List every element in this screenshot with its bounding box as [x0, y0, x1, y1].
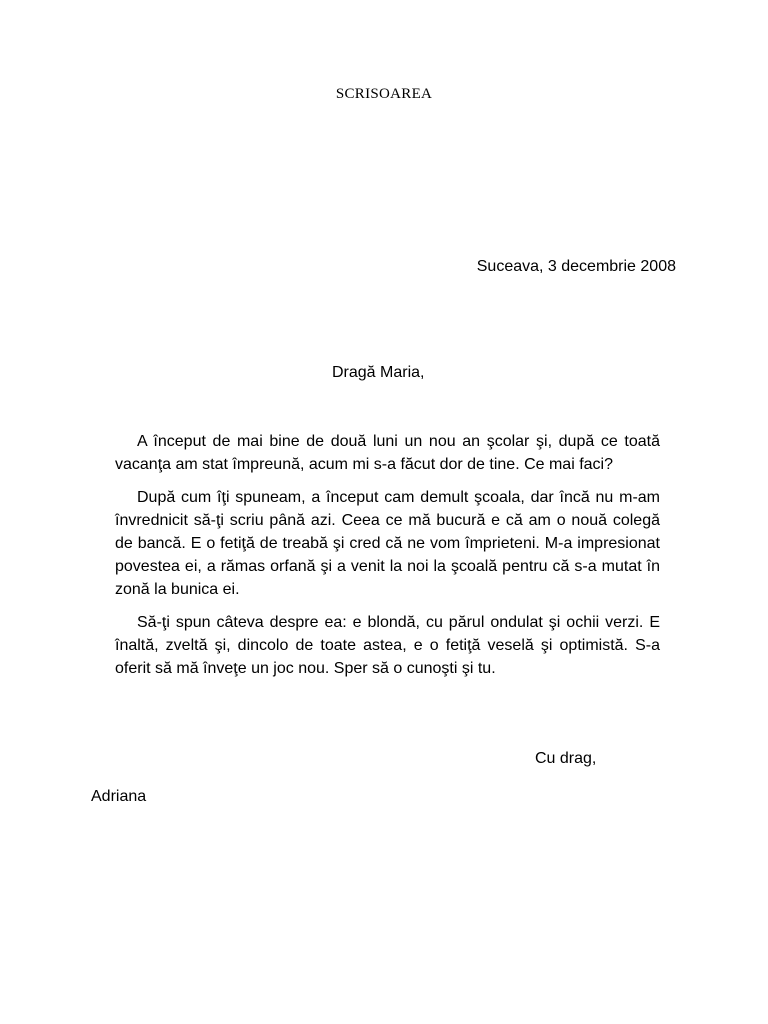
place-date: Suceava, 3 decembrie 2008: [476, 258, 676, 275]
paragraph-3: Să-ţi spun câteva despre ea: e blondă, cu părul ondulat şi ochii verzi. E înaltă, zveltă şi, dincolo de toate astea, e o fetiţă veselă şi optimistă. S-a oferit să mă înveţe un joc nou. Sper să o cunoşti şi tu.: [115, 614, 660, 677]
letter-title: SCRISOAREA: [335, 86, 433, 102]
salutation: Dragă Maria,: [332, 364, 425, 381]
paragraph-2: După cum îţi spuneam, a început cam demult şcoala, dar încă nu m-am învrednicit să-ţi scriu până azi. Ceea ce mă bucură e că am o nouă colegă de bancă. E o fetiţă de treabă şi cred că ne vom împrieteni. M-a impresionat povestea ei, a rămas orfană şi a venit la noi la şcoală pentru că s-a mutat în zonă la bunica ei.: [115, 489, 660, 598]
closing: Cu drag,: [535, 750, 597, 767]
letter-body: [115, 430, 660, 690]
signature: Adriana: [91, 788, 147, 805]
paragraph-1: A început de mai bine de două luni un nou an şcolar şi, după ce toată vacanţa am stat împreună, acum mi s-a făcut dor de tine. Ce mai faci?: [115, 433, 660, 473]
